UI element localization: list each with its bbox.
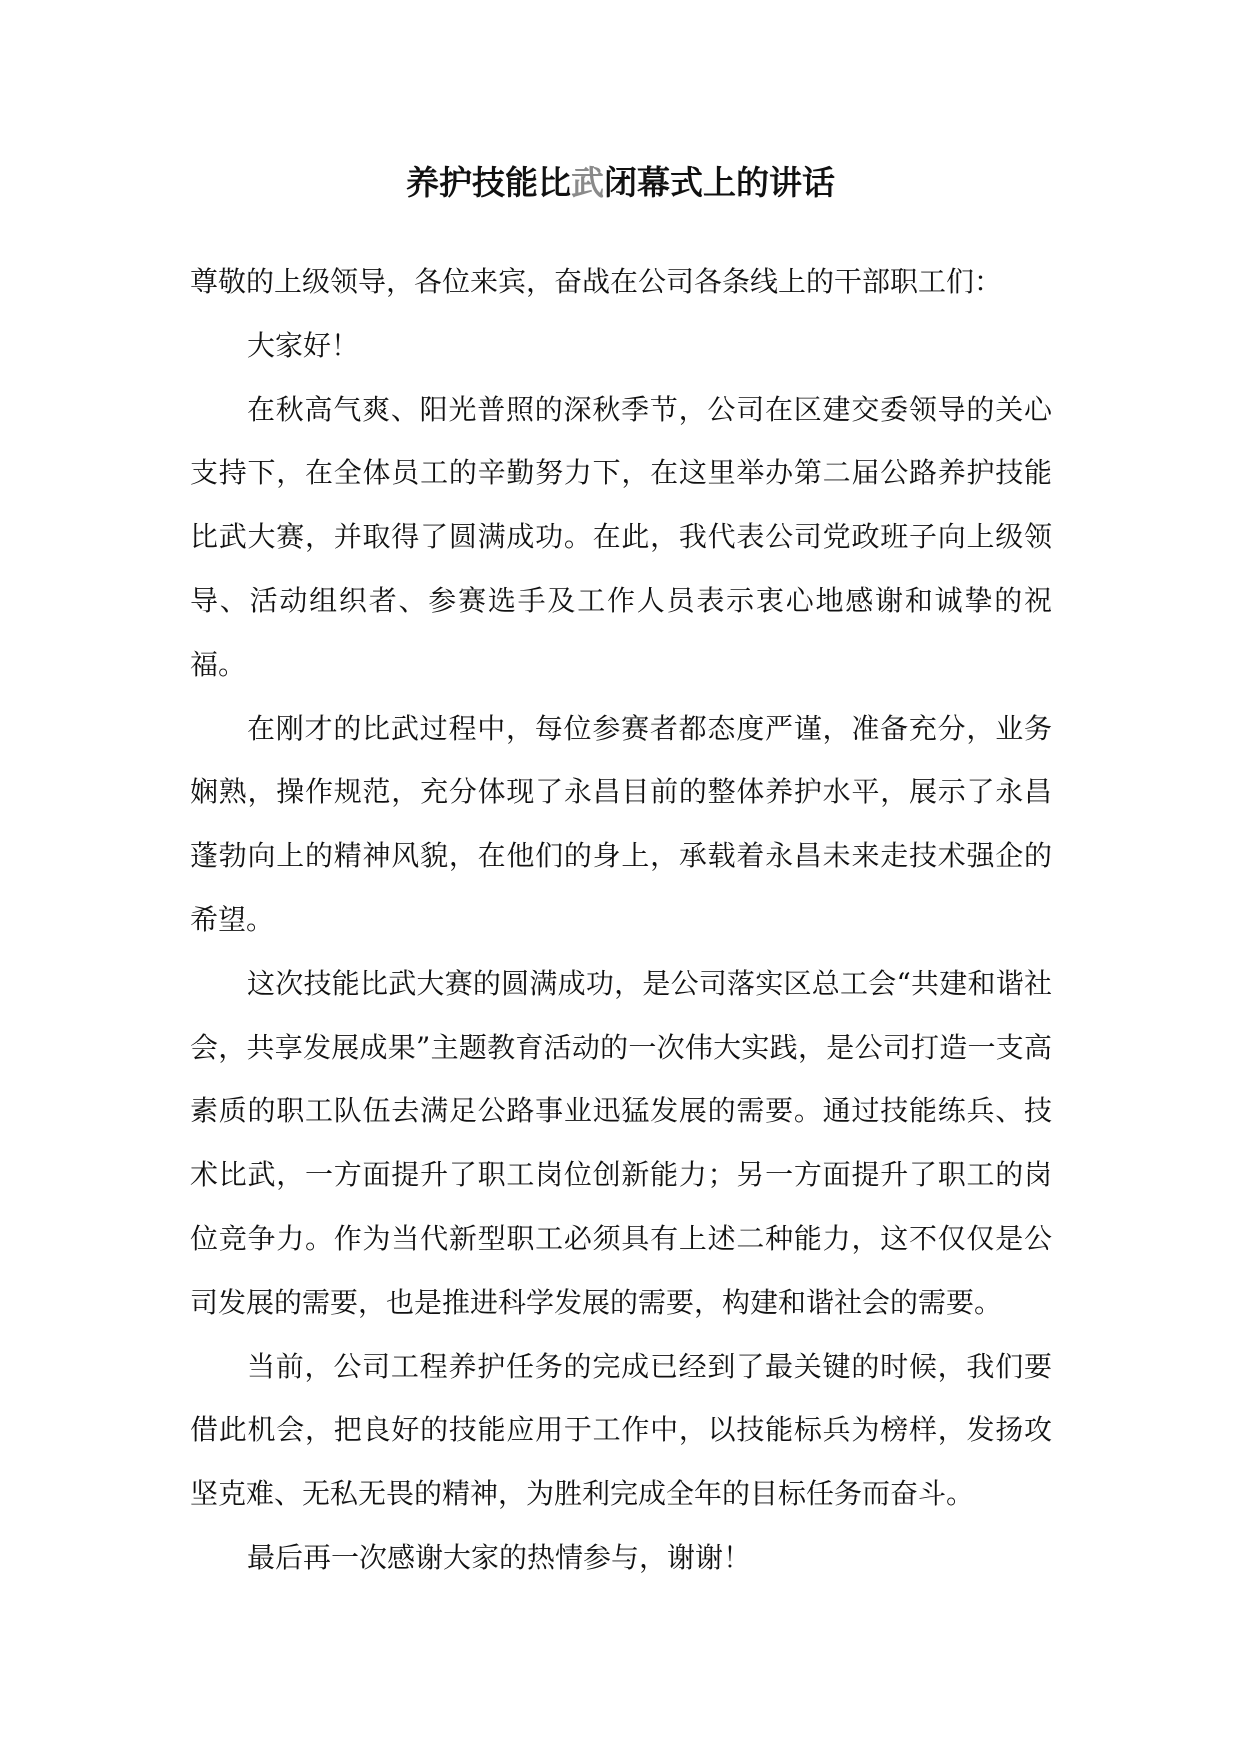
paragraph-4: 当前，公司工程养护任务的完成已经到了最关键的时候，我们要借此机会，把良好的技能应用于工作中，以技能标兵为榜样，发扬攻坚克难、无私无畏的精神，为胜利完成全年的目标任务而奋斗。 bbox=[190, 1349, 1052, 1511]
title-part-3: 闭幕式上的讲话 bbox=[604, 163, 835, 202]
paragraph-1: 在秋高气爽、阳光普照的深秋季节，公司在区建交委领导的关心支持下，在全体员工的辛勤努力下，在这里举办第二届公路养护技能比武大赛，并取得了圆满成功。在此，我代表公司党政班子向上级领导、活动组织者、参赛选手及工作人员表示衷心地感谢和诚挚的祝福。 bbox=[190, 392, 1052, 681]
title-part-2: 武 bbox=[571, 163, 604, 202]
paragraph-3: 这次技能比武大赛的圆满成功，是公司落实区总工会“共建和谐社会，共享发展成果”主题教育活动的一次伟大实践，是公司打造一支高素质的职工队伍去满足公路事业迅猛发展的需要。通过技能练兵、技术比武，一方面提升了职工岗位创新能力；另一方面提升了职工的岗位竞争力。作为当代新型职工必须具有上述二种能力，这不仅仅是公司发展的需要，也是推进科学发展的需要，构建和谐社会的需要。 bbox=[190, 966, 1052, 1319]
closing: 最后再一次感谢大家的热情参与，谢谢！ bbox=[247, 1540, 752, 1574]
greeting: 大家好！ bbox=[247, 328, 360, 362]
speech-body bbox=[190, 250, 1052, 1590]
salutation: 尊敬的上级领导，各位来宾，奋战在公司各条线上的干部职工们： bbox=[190, 265, 1003, 298]
document-title bbox=[0, 158, 1241, 208]
paragraph-2: 在刚才的比武过程中，每位参赛者都态度严谨，准备充分，业务娴熟，操作规范，充分体现了永昌目前的整体养护水平，展示了永昌蓬勃向上的精神风貌，在他们的身上，承载着永昌未来走技术强企的希望。 bbox=[190, 711, 1052, 936]
title-part-1: 养护技能比 bbox=[406, 163, 571, 202]
